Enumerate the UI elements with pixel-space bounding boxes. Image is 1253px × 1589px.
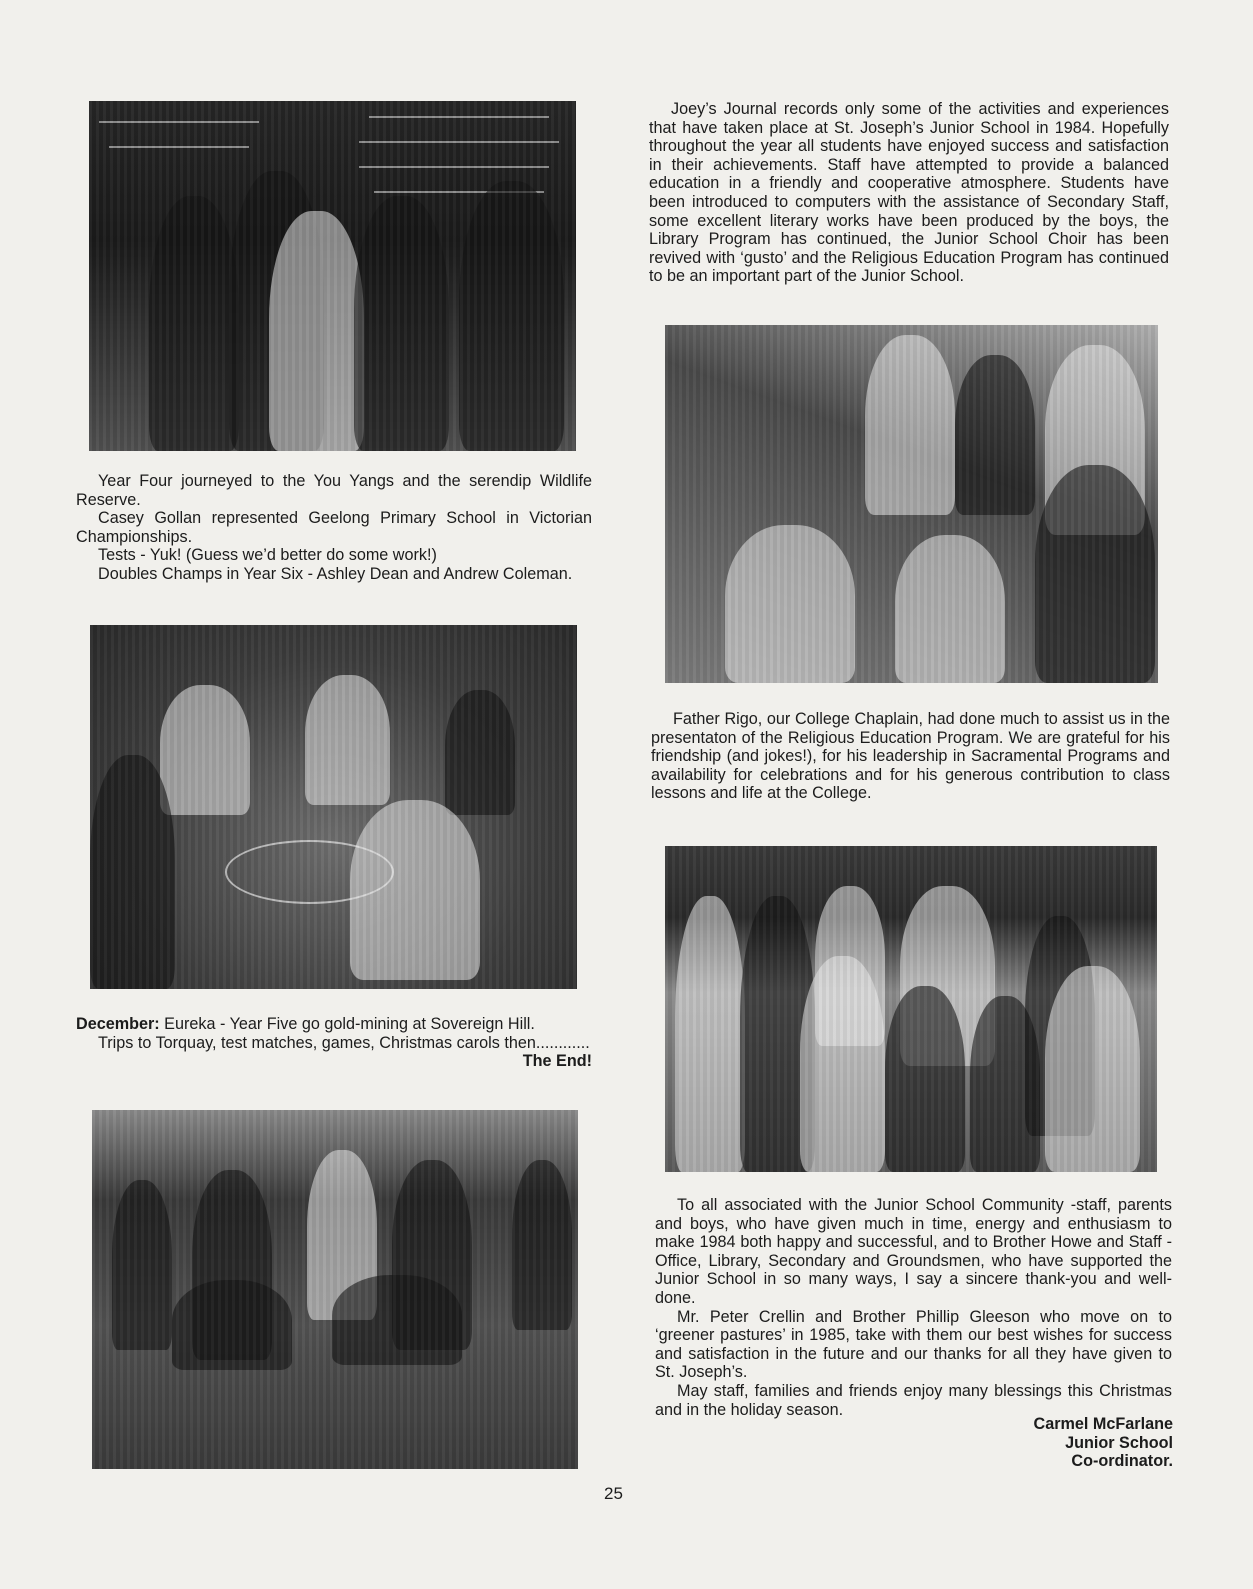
december-section	[76, 1015, 592, 1071]
rigo-text: Father Rigo, our College Chaplain, had done much to assist us in the presentaton of the Religious Education Program. We are grateful for his friendship (and jokes!), for his leadership in Sacramental Programs and availability for celebrations and for his generous contribution to class lessons and life at the College.	[651, 710, 1170, 803]
december-label: December:	[76, 1015, 160, 1033]
photo-outdoor-group	[665, 846, 1157, 1172]
december-line	[76, 1015, 592, 1034]
photo-costume-boys	[89, 101, 576, 451]
intro-text: Joey’s Journal records only some of the activities and experiences that have taken place at St. Joseph’s Junior School in 1984. Hopefully throughout the year all students have enjoyed success and satisfaction in their achievements. Staff have attempted to provide a balanced education in a friendly and cooperative atmosphere. Students have been introduced to computers with the assistance of Secondary Staff, some excellent literary works have been produced by the boys, the Library Program has continued, the Junior School Choir has been revived with ‘gusto’ and the Religious Education Program has continued to be an important part of the Junior School.	[649, 100, 1169, 286]
caption-line: Casey Gollan represented Geelong Primary School in Victorian Championships.	[76, 509, 592, 546]
photo-sports-field	[92, 1110, 578, 1469]
rigo-paragraph	[651, 710, 1170, 803]
caption-line: Year Four journeyed to the You Yangs and the serendip Wildlife Reserve.	[76, 472, 592, 509]
closing-paragraph: May staff, families and friends enjoy many blessings this Christmas and in the holiday season.	[655, 1381, 1172, 1419]
signature-name: Carmel McFarlane	[1033, 1415, 1173, 1433]
intro-paragraph	[649, 100, 1169, 286]
signature-title: Co-ordinator.	[1071, 1452, 1173, 1471]
photo-grass-circle	[90, 625, 577, 989]
signature-block	[900, 1415, 1173, 1471]
caption-line: Tests - Yuk! (Guess we’d better do some work!)	[98, 546, 437, 565]
trips-line: Trips to Torquay, test matches, games, Christmas carols then............	[98, 1033, 590, 1052]
photo-hall-gathering	[665, 325, 1158, 683]
caption-line: Doubles Champs in Year Six - Ashley Dean and Andrew Coleman.	[98, 564, 573, 583]
signature-role: Junior School	[1065, 1433, 1173, 1452]
closing-section	[655, 1196, 1172, 1419]
page-number: 25	[604, 1484, 623, 1503]
the-end: The End!	[522, 1052, 592, 1071]
closing-paragraph: Mr. Peter Crellin and Brother Phillip Gleeson who move on to ‘greener pastures’ in 1985, take with them our best wishes for success and satisfaction in the future and our thanks for all they have given to St. Joseph’s.	[655, 1307, 1172, 1382]
caption-year-four	[76, 472, 592, 584]
closing-paragraph: To all associated with the Junior School Community -staff, parents and boys, who have given much in time, energy and enthusiasm to make 1984 both happy and successful, and to Brother Howe and Staff -Office, Library, Secondary and Groundsmen, who have supported the Junior School in so many ways, I say a sincere thank-you and well-done.	[655, 1196, 1172, 1307]
december-text: Eureka - Year Five go gold-mining at Sovereign Hill.	[159, 1015, 535, 1033]
